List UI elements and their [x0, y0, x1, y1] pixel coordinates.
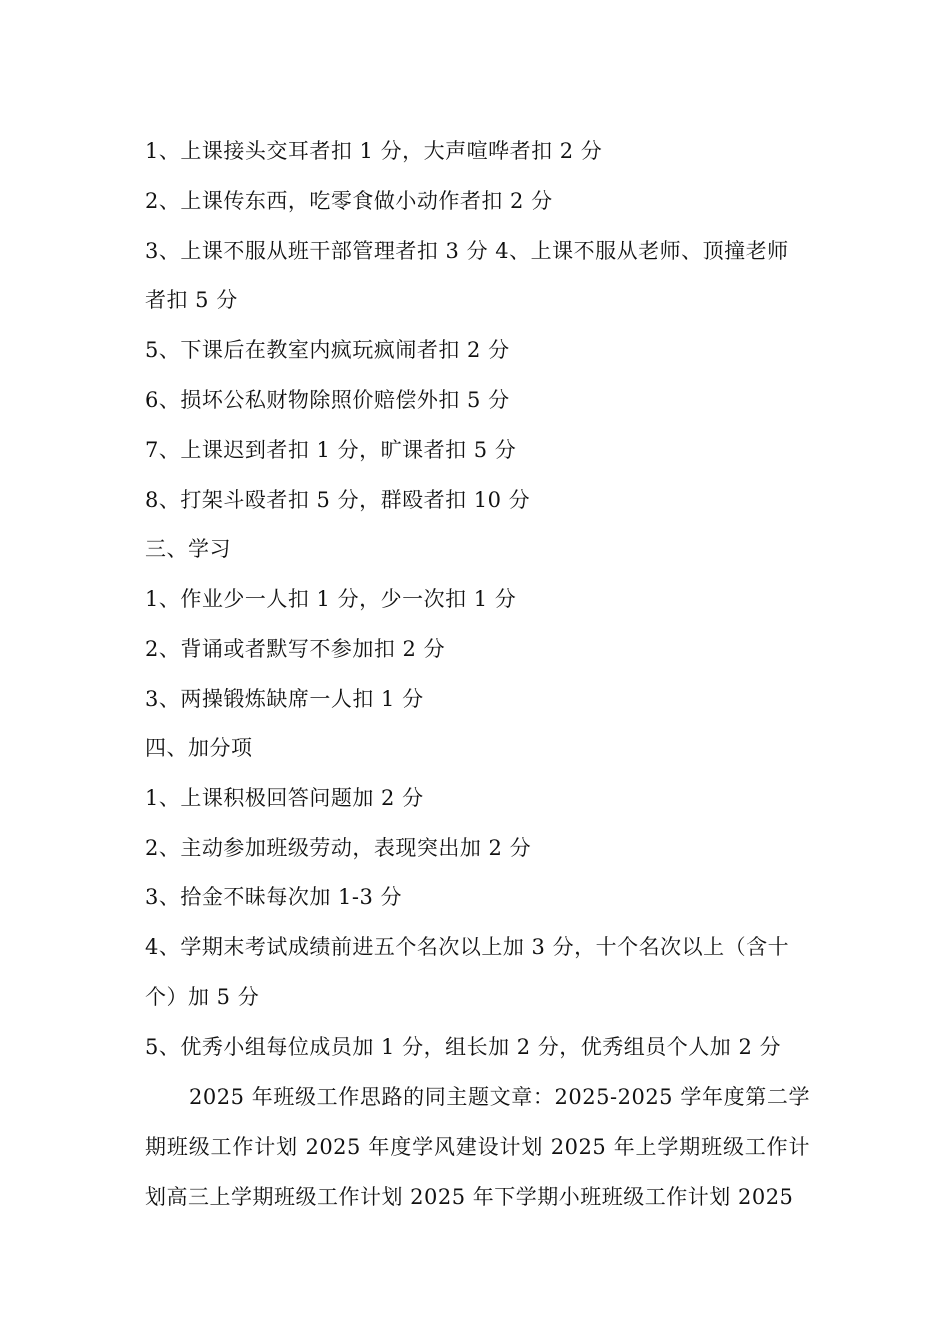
rule-line: 2、主动参加班级劳动，表现突出加 2 分	[145, 836, 532, 860]
rule-line: 3、两操锻炼缺席一人扣 1 分	[145, 687, 424, 711]
rule-line: 1、上课积极回答问题加 2 分	[145, 786, 424, 810]
rule-line: 5、下课后在教室内疯玩疯闹者扣 2 分	[145, 338, 510, 362]
rule-line: 1、作业少一人扣 1 分，少一次扣 1 分	[145, 587, 517, 611]
rule-line: 个）加 5 分	[145, 985, 260, 1009]
rule-line: 6、损坏公私财物除照价赔偿外扣 5 分	[145, 388, 510, 412]
rule-line: 2、上课传东西，吃零食做小动作者扣 2 分	[145, 189, 553, 213]
rule-line: 8、打架斗殴者扣 5 分，群殴者扣 10 分	[145, 488, 531, 512]
rule-line: 2、背诵或者默写不参加扣 2 分	[145, 637, 446, 661]
rule-line: 者扣 5 分	[145, 288, 238, 312]
section-heading-bonus: 四、加分项	[145, 736, 253, 760]
rule-line: 5、优秀小组每位成员加 1 分，组长加 2 分，优秀组员个人加 2 分	[145, 1035, 781, 1059]
rule-line: 3、拾金不昧每次加 1-3 分	[145, 885, 403, 909]
section-heading-study: 三、学习	[145, 537, 231, 561]
rule-line: 7、上课迟到者扣 1 分，旷课者扣 5 分	[145, 438, 517, 462]
rule-line: 3、上课不服从班干部管理者扣 3 分 4、上课不服从老师、顶撞老师	[145, 239, 789, 263]
rule-line: 1、上课接头交耳者扣 1 分，大声喧哗者扣 2 分	[145, 139, 603, 163]
related-articles-paragraph: 2025 年班级工作思路的同主题文章：2025-2025 学年度第二学期班级工作计划 2025 年度学风建设计划 2025 年上学期班级工作计划高三上学期班级工作计划 2025 年下学期小班班级工作计划 2025	[145, 1085, 810, 1209]
rule-line: 4、学期末考试成绩前进五个名次以上加 3 分，十个名次以上（含十	[145, 935, 790, 959]
